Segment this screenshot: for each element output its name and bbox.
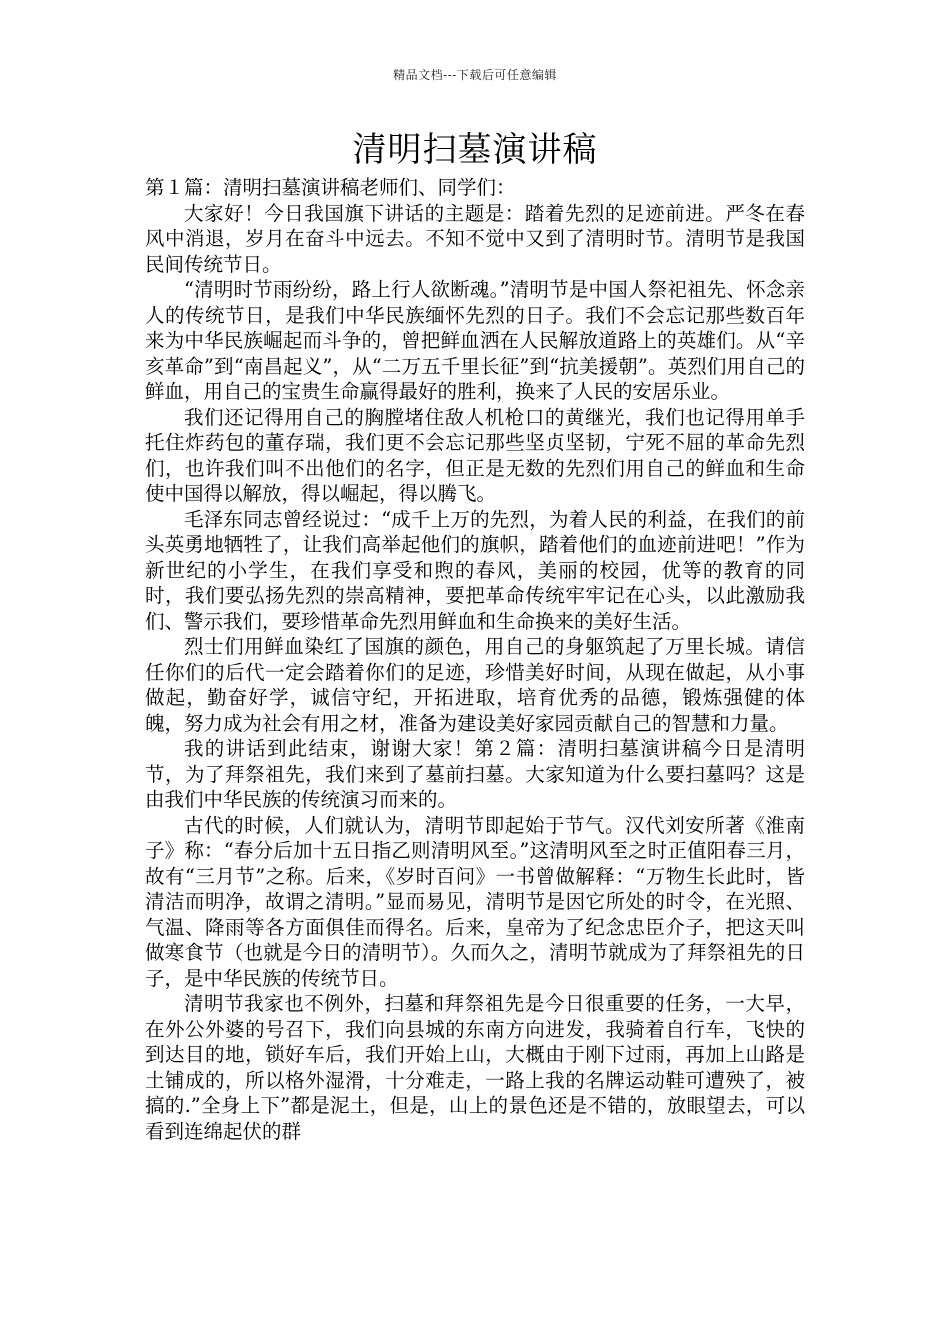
paragraph: 我们还记得用自己的胸膛堵住敌人机枪口的黄继光，我们也记得用单手托住炸药包的董存瑞，我们更不会忘记那些坚贞坚韧，宁死不屈的革命先烈们，也许我们叫不出他们的名字，但正是无数的先烈们用自己的鲜血和生命使中国得以解放，得以崛起，得以腾飞。 — [145, 405, 805, 505]
page-header-note: 精品文档---下载后可任意编辑 — [393, 68, 557, 82]
document-title: 清明扫墓演讲稿 — [352, 130, 598, 170]
paragraph: 第１篇：清明扫墓演讲稿老师们、同学们： — [145, 176, 516, 199]
paragraph: “清明时节雨纷纷，路上行人欲断魂。”清明节是中国人祭祀祖先、怀念亲人的传统节日，是我们中华民族缅怀先烈的日子。我们不会忘记那些数百年来为中华民族崛起而斗争的，曾把鲜血洒在人民解放道路上的英雄们。从“辛亥革命”到“南昌起义”，从“二万五千里长征”到“抗美援朝”。英烈们用自己的鲜血，用自己的宝贵生命赢得最好的胜利，换来了人民的安居乐业。 — [145, 278, 805, 403]
paragraph: 清明节我家也不例外，扫墓和拜祭祖先是今日很重要的任务，一大早，在外公外婆的号召下，我们向县城的东南方向进发，我骑着自行车，飞快的到达目的地，锁好车后，我们开始上山，大概由于刚下过雨，再加上山路是土铺成的，所以格外湿滑，十分难走，一路上我的名牌运动鞋可遭殃了，被搞的.”全身上下”都是泥土，但是，山上的景色还是不错的，放眼望去，可以看到连绵起伏的群 — [145, 992, 805, 1143]
document-body — [145, 175, 805, 1144]
paragraph: 烈士们用鲜血染红了国旗的颜色，用自己的身躯筑起了万里长城。请信任你们的后代一定会踏着你们的足迹，珍惜美好时间，从现在做起，从小事做起，勤奋好学，诚信守纪，开拓进取，培育优秀的品德，锻炼强健的体魄，努力成为社会有用之材，准备为建设美好家园贡献自己的智慧和力量。 — [145, 635, 805, 735]
paragraph: 古代的时候，人们就认为，清明节即起始于节气。汉代刘安所著《淮南子》称：“春分后加十五日指乙则清明风至。”这清明风至之时正值阳春三月，故有“三月节”之称。后来，《岁时百问》一书曾做解释：“万物生长此时，皆清洁而明净，故谓之清明。”显而易见，清明节是因它所处的时令，在光照、气温、降雨等各方面俱佳而得名。后来，皇帝为了纪念忠臣介子，把这天叫做寒食节（也就是今日的清明节）。久而久之，清明节就成为了拜祭祖先的日子，是中华民族的传统节日。 — [145, 813, 805, 990]
paragraph: 大家好！今日我国旗下讲话的主题是：踏着先烈的足迹前进。严冬在春风中消退，岁月在奋斗中远去。不知不觉中又到了清明时节。清明节是我国民间传统节日。 — [145, 201, 805, 276]
paragraph: 我的讲话到此结束，谢谢大家！第２篇：清明扫墓演讲稿今日是清明节，为了拜祭祖先，我们来到了墓前扫墓。大家知道为什么要扫墓吗？这是由我们中华民族的传统演习而来的。 — [145, 737, 805, 811]
paragraph: 毛泽东同志曾经说过：“成千上万的先烈，为着人民的利益，在我们的前头英勇地牺牲了，让我们高举起他们的旗帜，踏着他们的血迹前进吧！”作为新世纪的小学生，在我们享受和煦的春风，美丽的校园，优等的教育的同时，我们要弘扬先烈的崇高精神，要把革命传统牢牢记在心头，以此激励我们、警示我们，要珍惜革命先烈用鲜血和生命换来的美好生活。 — [145, 507, 805, 633]
